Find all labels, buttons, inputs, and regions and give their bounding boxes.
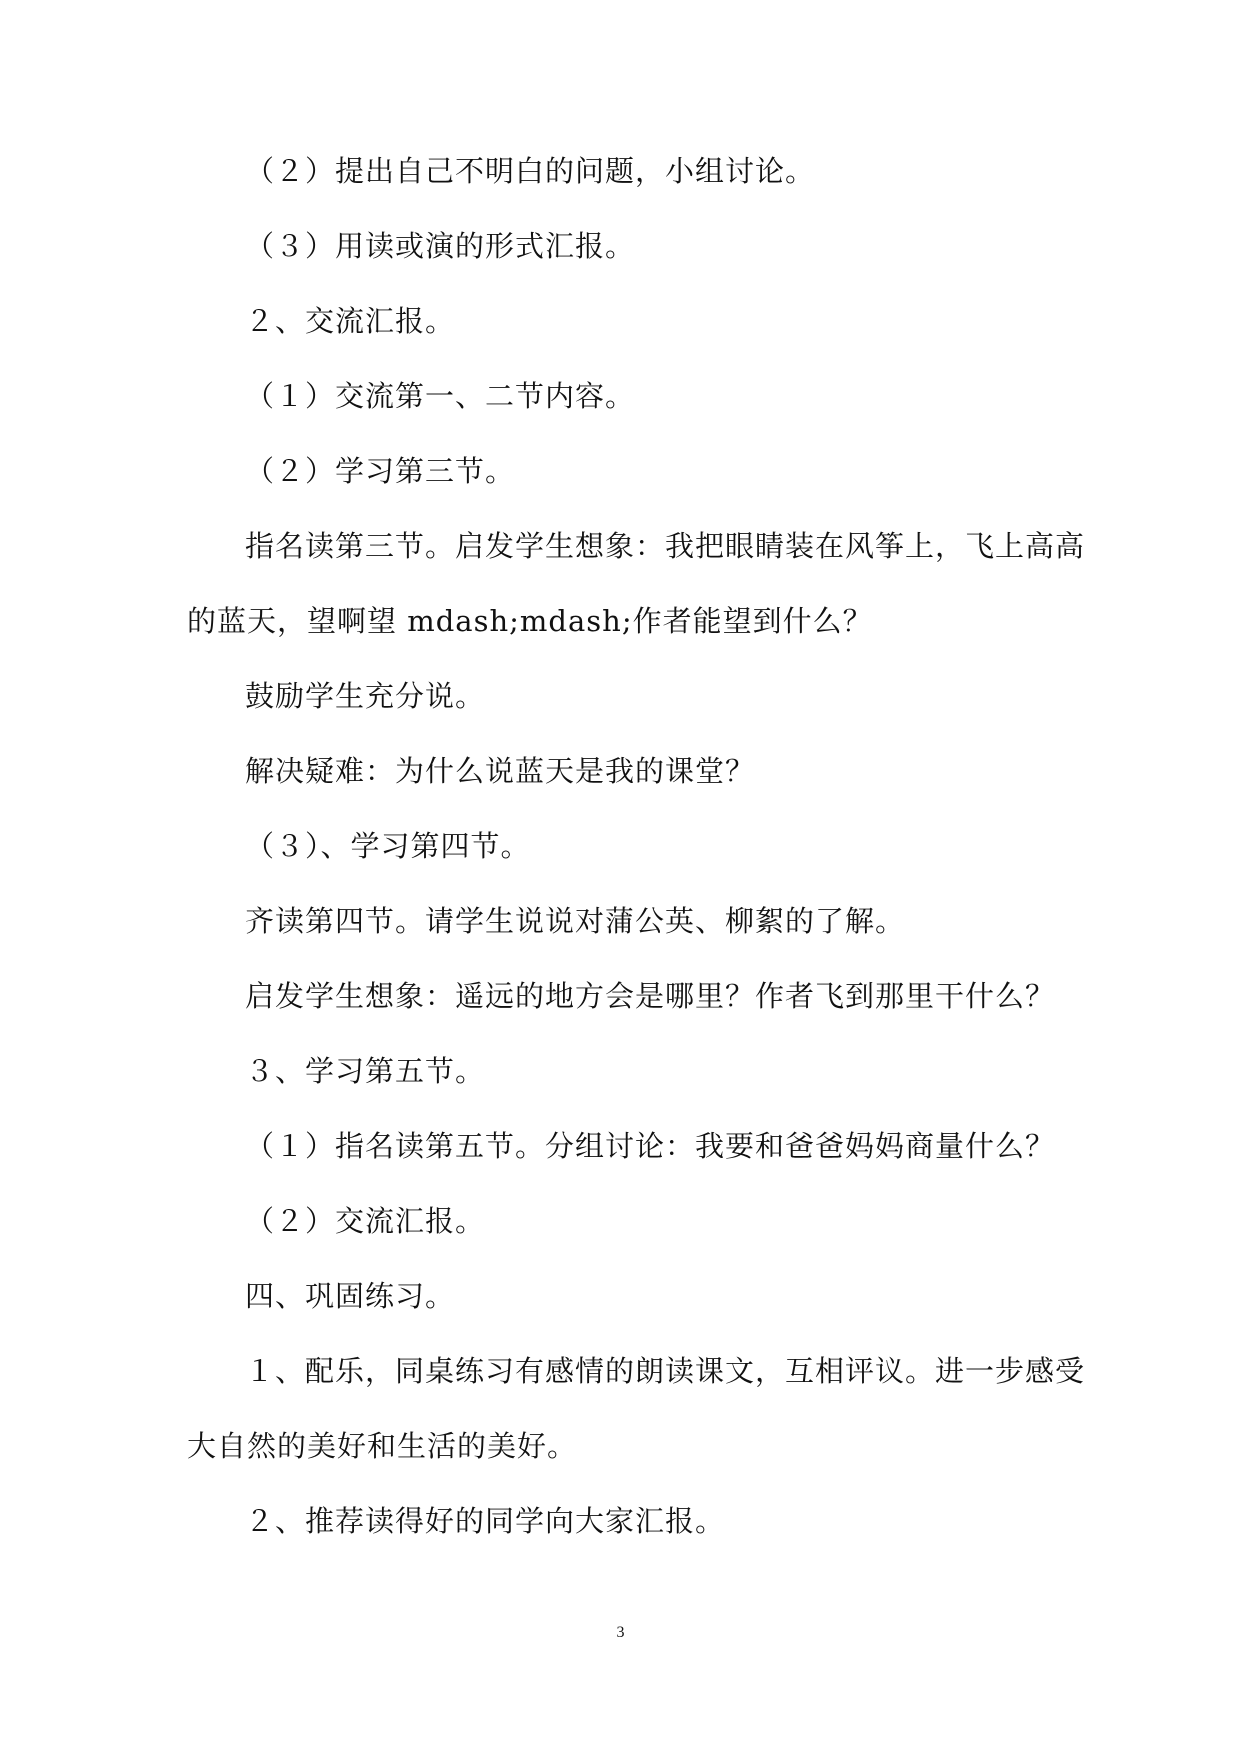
paragraph-line: 指名读第三节。启发学生想象：我把眼睛装在风筝上，飞上高高: [245, 529, 1086, 563]
paragraph-line: ２、交流汇报。: [245, 304, 456, 338]
paragraph-line: （１）指名读第五节。分组讨论：我要和爸爸妈妈商量什么？: [245, 1129, 1056, 1163]
paragraph-line: 解决疑难：为什么说蓝天是我的课堂？: [245, 754, 756, 788]
paragraph-line: 大自然的美好和生活的美好。: [187, 1429, 578, 1463]
paragraph-line: １、配乐，同桌练习有感情的朗读课文，互相评议。进一步感受: [245, 1354, 1086, 1388]
paragraph-line: （２）提出自己不明白的问题，小组讨论。: [245, 154, 816, 188]
paragraph-line: 齐读第四节。请学生说说对蒲公英、柳絮的了解。: [245, 904, 906, 938]
paragraph-line: （３）、学习第四节。: [245, 829, 531, 863]
paragraph-line: （２）学习第三节。: [245, 454, 516, 488]
paragraph-line: ３、学习第五节。: [245, 1054, 486, 1088]
paragraph-line: 的蓝天，望啊望 mdash;mdash;作者能望到什么？: [187, 604, 873, 638]
paragraph-line: （３）用读或演的形式汇报。: [245, 229, 636, 263]
paragraph-line: （１）交流第一、二节内容。: [245, 379, 636, 413]
paragraph-line: 启发学生想象：遥远的地方会是哪里？作者飞到那里干什么？: [245, 979, 1056, 1013]
paragraph-line: （２）交流汇报。: [245, 1204, 486, 1238]
paragraph-line: ２、推荐读得好的同学向大家汇报。: [245, 1504, 726, 1538]
paragraph-line: 四、巩固练习。: [245, 1279, 456, 1313]
paragraph-line: 鼓励学生充分说。: [245, 679, 486, 713]
page-number: 3: [616, 1624, 625, 1641]
